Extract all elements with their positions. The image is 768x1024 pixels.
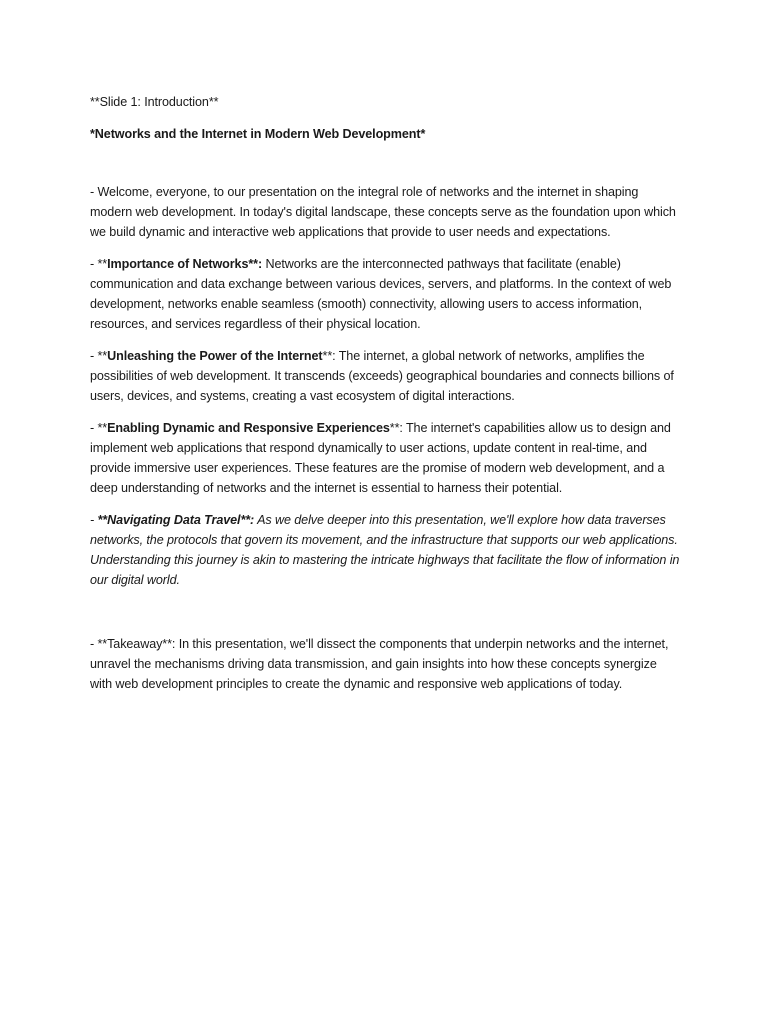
unleashing-prefix: - ** bbox=[90, 349, 108, 363]
unleashing-paragraph bbox=[90, 346, 680, 406]
importance-prefix: - ** bbox=[90, 257, 108, 271]
navigating-body: As we delve deeper into this presentation, we'll explore how data traverses networks, the protocols that govern its movement, and the infrastructure that supports our web applications. Understanding this journey is akin to mastering the intricate highways that facilitate the flow of information in our digital world. bbox=[90, 513, 680, 587]
document-page bbox=[90, 92, 680, 706]
enabling-paragraph bbox=[90, 418, 680, 498]
unleashing-body: : The internet, a global network of networks, amplifies the possibilities of web development. It transcends (exceeds) geographical boundaries and connects billions of users, devices, and systems, creating a vast ecosystem of digital interactions. bbox=[90, 349, 674, 403]
enabling-prefix: - ** bbox=[90, 421, 108, 435]
navigating-label: **Navigating Data Travel**: bbox=[97, 513, 255, 527]
slide-heading: **Slide 1: Introduction** bbox=[90, 95, 219, 109]
enabling-suffix: ** bbox=[389, 421, 400, 435]
importance-paragraph bbox=[90, 254, 680, 334]
importance-body: Networks are the interconnected pathways that facilitate (enable) communication and data exchange between various devices, servers, and platforms. In the context of web development, networks enable seamless (smooth) connectivity, allowing users to access information, resources, and services regardless of their physical location. bbox=[90, 257, 672, 331]
navigating-prefix: - bbox=[90, 513, 98, 527]
intro-paragraph: - Welcome, everyone, to our presentation on the integral role of networks and the internet in shaping modern web development. In today's digital landscape, these concepts serve as the foundation upon which we build dynamic and interactive web applications that provide to user needs and expectations. bbox=[90, 185, 676, 239]
navigating-paragraph bbox=[90, 510, 680, 590]
unleashing-label: Unleashing the Power of the Internet bbox=[107, 349, 323, 363]
enabling-body: : The internet's capabilities allow us to design and implement web applications that respond dynamically to user actions, update content in real-time, and provide immersive user experiences. These features are the promise of modern web development, and a deep understanding of networks and the internet is essential to harness their potential. bbox=[90, 421, 671, 495]
unleashing-suffix: ** bbox=[322, 349, 333, 363]
takeaway-paragraph: - **Takeaway**: In this presentation, we'll dissect the components that underpin networks and the internet, unravel the mechanisms driving data transmission, and gain insights into how these concepts synergize with web development principles to create the dynamic and responsive web applications of today. bbox=[90, 637, 669, 691]
document-title: *Networks and the Internet in Modern Web Development* bbox=[90, 127, 426, 141]
importance-label: Importance of Networks**: bbox=[107, 257, 263, 271]
enabling-label: Enabling Dynamic and Responsive Experiences bbox=[107, 421, 390, 435]
